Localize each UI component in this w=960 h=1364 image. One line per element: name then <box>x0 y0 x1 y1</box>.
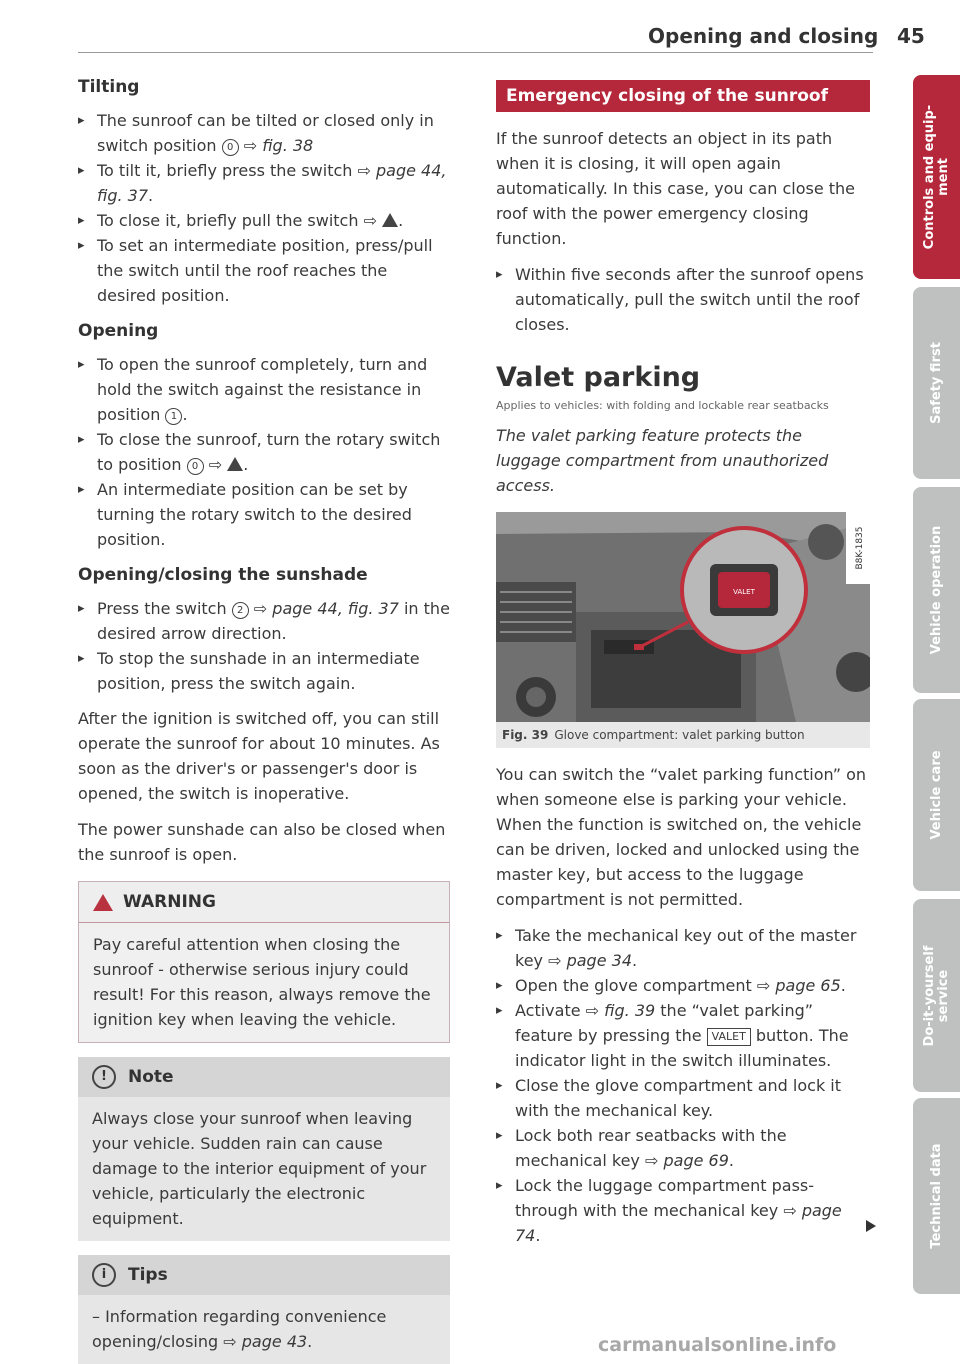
list-item: ▸ To tilt it, briefly press the switch ⇨ page 44, fig. 37. <box>78 158 450 208</box>
figure-caption <box>496 722 870 748</box>
emergency-list <box>496 262 870 337</box>
fig-link[interactable]: fig. 38 <box>262 136 314 155</box>
list-item: ▸ To set an intermediate position, press/pull the switch until the roof reaches the desired position. <box>78 233 450 308</box>
footer-watermark: carmanualsonline.info <box>598 1334 837 1356</box>
fig-link[interactable]: fig. 39 <box>604 1001 656 1020</box>
warning-title: WARNING <box>123 892 216 912</box>
page-link[interactable]: page 44, fig. 37 <box>272 599 399 618</box>
list-item: ▸ To open the sunroof completely, turn and hold the switch against the resistance in position 1 . <box>78 352 450 427</box>
figure-caption-text: Glove compartment: valet parking button <box>554 728 805 742</box>
list-item: ▸ Lock the luggage compartment pass-through with the mechanical key ⇨ page 74. <box>496 1173 870 1248</box>
page-link[interactable]: page 44, fig. 37 <box>97 161 447 205</box>
list-item: ▸ To stop the sunshade in an intermediate position, press the switch again. <box>78 646 450 696</box>
list-item: ▸ To close it, briefly pull the switch ⇨ . <box>78 208 450 233</box>
valet-heading: Valet parking <box>496 362 701 393</box>
note-text: Always close your sunroof when leaving your vehicle. Sudden rain can cause damage to the interior equipment of your vehicle, particularly the electronic equipment. <box>78 1097 450 1241</box>
applies-to: Applies to vehicles: with folding and lockable rear seatbacks <box>496 399 829 412</box>
list-item: ▸ An intermediate position can be set by turning the rotary switch to the desired position. <box>78 477 450 552</box>
tab-technical-data[interactable]: Technical data <box>913 1098 960 1294</box>
page-link[interactable]: page 65 <box>775 976 841 995</box>
left-column <box>78 74 450 1364</box>
continue-arrow-icon <box>866 1220 876 1232</box>
tab-vehicle-operation[interactable]: Vehicle operation <box>913 487 960 693</box>
header-rule <box>78 52 873 53</box>
page-link[interactable]: page 69 <box>663 1151 729 1170</box>
info-circle-icon: i <box>92 1263 116 1287</box>
page-header-title: Opening and closing <box>648 24 879 48</box>
tilting-list <box>78 108 450 308</box>
glove-compartment-illustration <box>496 512 870 722</box>
switch-position-2-icon: 2 <box>232 602 249 619</box>
page-link[interactable]: page 43 <box>241 1332 308 1351</box>
exclamation-circle-icon: ! <box>92 1065 116 1089</box>
tips-header <box>78 1255 450 1295</box>
list-item: ▸ Within five seconds after the sunroof opens automatically, pull the switch until the roof closes. <box>496 262 870 337</box>
warning-box <box>78 881 450 1043</box>
figure-glove-compartment <box>496 512 870 722</box>
valet-button-label: VALET <box>733 588 755 596</box>
tab-do-it-yourself[interactable]: Do-it-yourself service <box>913 899 960 1092</box>
warning-triangle-icon <box>227 457 243 471</box>
figure-code: B8K-1835 <box>855 526 865 570</box>
list-item: ▸ The sunroof can be tilted or closed only in switch position 0 ⇨ fig. 38 <box>78 108 450 158</box>
page-link[interactable]: page 34 <box>566 951 632 970</box>
list-item: ▸ Lock both rear seatbacks with the mechanical key ⇨ page 69. <box>496 1123 870 1173</box>
figure-label: Fig. 39 <box>502 728 549 742</box>
paragraph-ignition: After the ignition is switched off, you can still operate the sunroof for about 10 minutes. As soon as the driver's or passenger's door is opened, the switch is inoperative. <box>78 709 440 803</box>
opening-list <box>78 352 450 552</box>
tab-vehicle-care[interactable]: Vehicle care <box>913 699 960 891</box>
valet-list <box>496 923 870 1248</box>
note-box <box>78 1057 450 1241</box>
valet-intro: The valet parking feature protects the luggage compartment from unauthorized access. <box>496 426 829 495</box>
tab-controls[interactable]: Controls and equip- ment <box>913 75 960 279</box>
list-item: ▸ Press the switch 2 ⇨ page 44, fig. 37 in the desired arrow direction. <box>78 596 450 646</box>
page-number: 45 <box>897 24 925 48</box>
paragraph-sunshade: The power sunshade can also be closed when the sunroof is open. <box>78 820 446 864</box>
warning-header <box>79 882 449 923</box>
tips-text: – Information regarding convenience opening/closing ⇨ page 43. <box>78 1295 450 1364</box>
switch-position-1-icon: 1 <box>165 408 182 425</box>
opening-heading: Opening <box>78 321 159 341</box>
page-link[interactable]: page 74 <box>515 1201 842 1245</box>
sunshade-heading: Opening/closing the sunshade <box>78 565 368 585</box>
emergency-text: If the sunroof detects an object in its path when it is closing, it will open again automatically. In this case, you can close the roof with the power emergency closing function. <box>496 129 856 248</box>
tilting-heading: Tilting <box>78 77 140 97</box>
warning-text: Pay careful attention when closing the sunroof - otherwise serious injury could result! For this reason, always remove the ignition key when leaving the vehicle. <box>79 923 449 1042</box>
switch-position-0-icon: 0 <box>222 139 239 156</box>
list-item: ▸ Open the glove compartment ⇨ page 65. <box>496 973 870 998</box>
list-item: ▸ To close the sunroof, turn the rotary switch to position 0 ⇨ . <box>78 427 450 477</box>
list-item: ▸ Close the glove compartment and lock it with the mechanical key. <box>496 1073 870 1123</box>
note-header <box>78 1057 450 1097</box>
note-title: Note <box>128 1067 174 1087</box>
list-item: ▸ Take the mechanical key out of the master key ⇨ page 34. <box>496 923 870 973</box>
switch-position-0-icon: 0 <box>187 458 204 475</box>
valet-paragraph: You can switch the “valet parking function” on when someone else is parking your vehicle. When the function is switched on, the vehicle can be driven, locked and unlocked using the master key, but access to the luggage compartment is not permitted. <box>496 765 867 909</box>
valet-key: VALET <box>707 1028 751 1046</box>
sunshade-list <box>78 596 450 696</box>
warning-triangle-icon <box>93 894 113 911</box>
list-item: ▸ Activate ⇨ fig. 39 the “valet parking” feature by pressing the VALET button. The indicator light in the switch illuminates. <box>496 998 870 1073</box>
emergency-heading: Emergency closing of the sunroof <box>496 80 870 112</box>
warning-triangle-icon <box>382 213 398 227</box>
tips-title: Tips <box>128 1265 168 1285</box>
tips-box <box>78 1255 450 1364</box>
tab-safety-first[interactable]: Safety first <box>913 287 960 479</box>
right-column <box>496 80 870 1258</box>
